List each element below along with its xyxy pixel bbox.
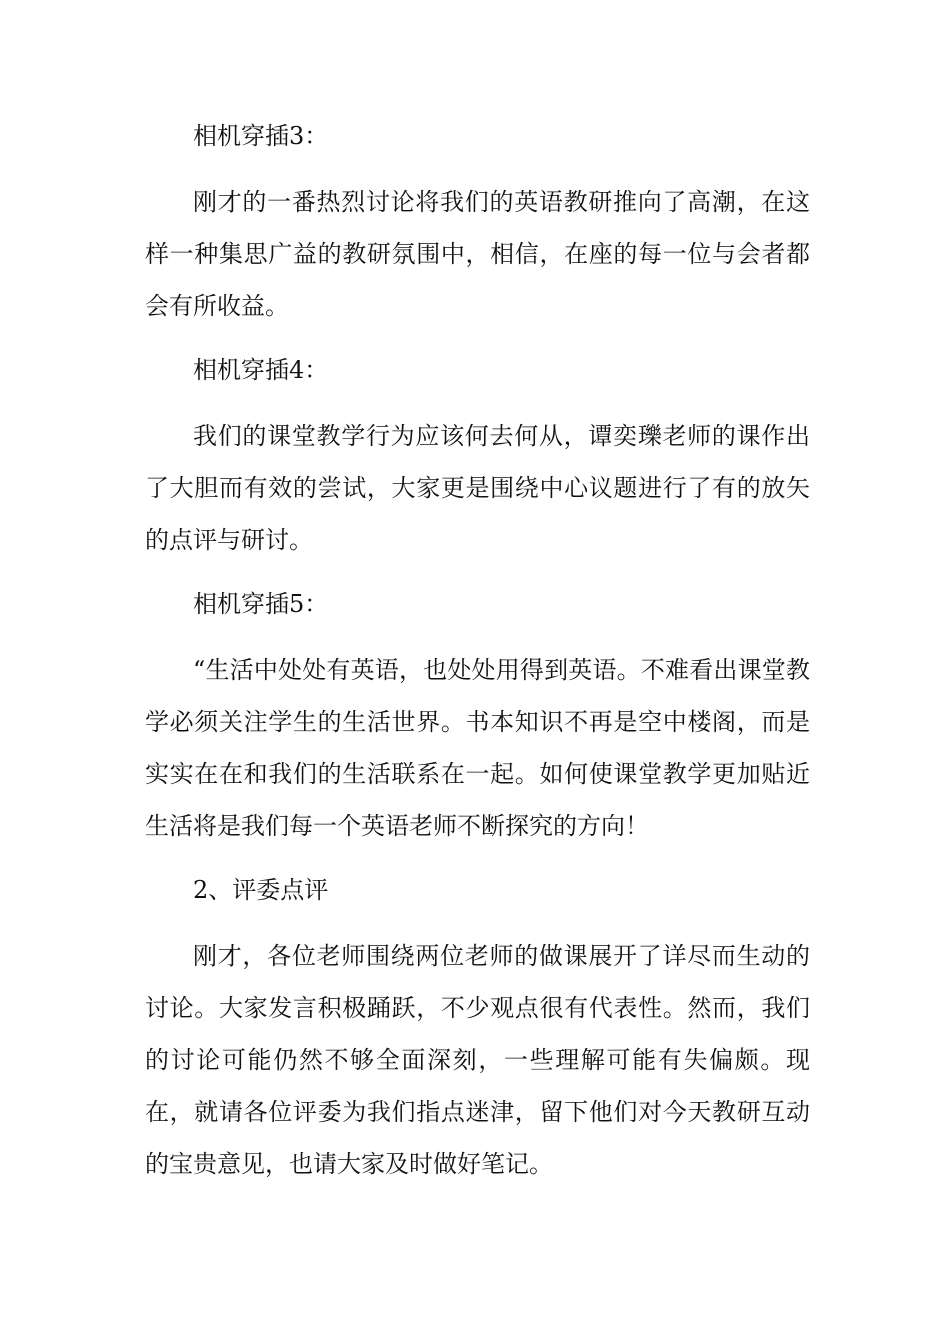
body-paragraph: 刚才，各位老师围绕两位老师的做课展开了详尽而生动的讨论。大家发言积极踊跃，不少观点很有代表性。然而，我们的讨论可能仍然不够全面深刻，一些理解可能有失偏颇。现在，就请各位评委为我们指点迷津，留下他们对今天教研互动的宝贵意见，也请大家及时做好笔记。 xyxy=(145,942,810,1178)
section-heading-camera-insert-4: 相机穿插4： xyxy=(193,356,329,384)
body-paragraph: “生活中处处有英语，也处处用得到英语。不难看出课堂教学必须关注学生的生活世界。书本知识不再是空中楼阁，而是实实在在和我们的生活联系在一起。如何使课堂教学更加贴近生活将是我们每一个英语老师不断探究的方向！ xyxy=(145,656,810,840)
section-heading-judges-review: 2、评委点评 xyxy=(193,876,329,904)
section-heading-camera-insert-5: 相机穿插5： xyxy=(193,590,329,618)
section-heading-camera-insert-3: 相机穿插3： xyxy=(193,122,329,150)
body-paragraph: 刚才的一番热烈讨论将我们的英语教研推向了高潮，在这样一种集思广益的教研氛围中，相信，在座的每一位与会者都会有所收益。 xyxy=(145,188,810,320)
body-paragraph: 我们的课堂教学行为应该何去何从，谭奕瓅老师的课作出了大胆而有效的尝试，大家更是围绕中心议题进行了有的放矢的点评与研讨。 xyxy=(145,422,810,554)
